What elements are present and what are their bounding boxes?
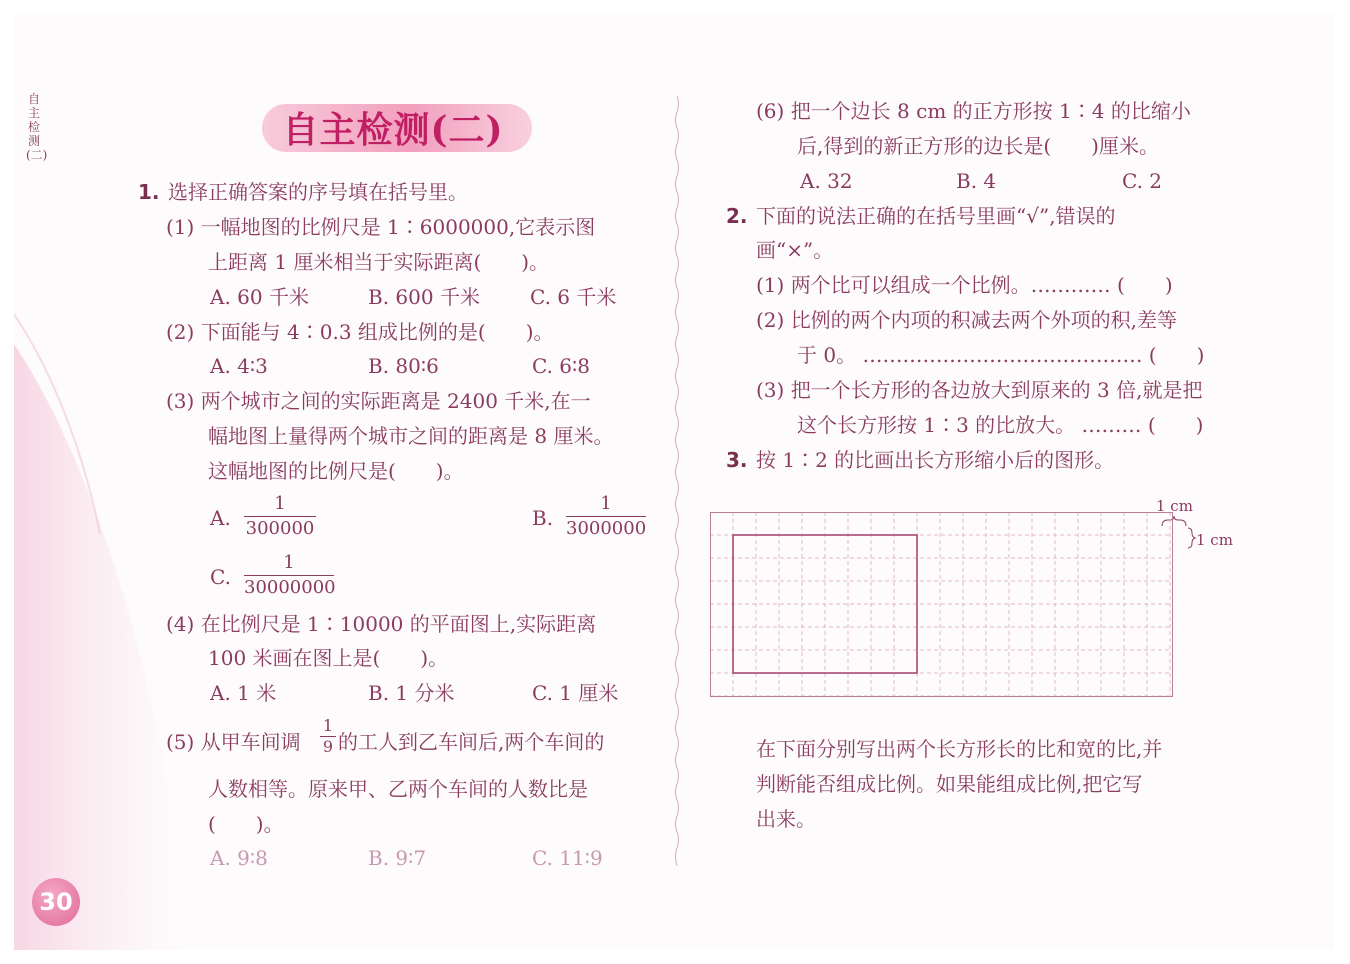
q1-p1-line1: (1) 一幅地图的比例尺是 1∶6000000,它表示图 [166,215,596,239]
q1-p5-option-b: B. 9∶7 [368,846,427,870]
q1-p1-line2: 上距离 1 厘米相当于实际距离( )。 [208,250,550,274]
fraction-numerator: 1 [274,493,286,514]
q1-p1-option-b: B. 600 千米 [368,285,480,309]
q1-p5-line1-prefix: (5) 从甲车间调 [166,730,301,754]
q1-p5-option-a: A. 9∶8 [210,846,268,870]
q1-number: 1. [138,180,160,204]
q2-p2-line2: 于 0。 …………………………………… ( ) [797,343,1205,367]
q2-number: 2. [726,204,748,228]
q1-p1-option-a: A. 60 千米 [210,285,309,309]
q1-p3-option-a-fraction [244,494,316,539]
q3-number: 3. [726,448,748,472]
q1-p2-option-b: B. 80∶6 [368,354,439,378]
q1-p4-line2: 100 米画在图上是( )。 [208,646,449,670]
drawing-grid[interactable] [710,512,1174,698]
fraction-denominator: 30000000 [244,577,336,598]
q1-p6-line1: (6) 把一个边长 8 cm 的正方形按 1∶4 的比缩小 [756,99,1191,123]
fraction-bar [566,516,646,517]
page-divider [674,96,680,866]
q1-p3-option-b-label: B. [532,506,554,530]
q3-paragraph-line1: 在下面分别写出两个长方形长的比和宽的比,并 [756,737,1163,761]
q1-p5-line3: ( )。 [208,812,284,836]
q1-p3-option-b-fraction [566,494,646,539]
grid-unit-top-label: 1 cm [1156,497,1193,515]
q1-p2-option-a: A. 4∶3 [210,354,268,378]
q1-p3-line1: (3) 两个城市之间的实际距离是 2400 千米,在一 [166,389,591,413]
q3-paragraph-line2: 判断能否组成比例。如果能组成比例,把它写 [756,772,1143,796]
grid-lines [710,512,1173,697]
q1-p2-option-c: C. 6∶8 [532,354,590,378]
q2-p3-line2: 这个长方形按 1∶3 的比放大。 ……… ( ) [797,413,1204,437]
fraction-denominator: 3000000 [566,518,647,539]
q1-p3-option-c-label: C. [210,565,231,589]
q1-p3-option-c-fraction [244,553,334,598]
q1-p1-option-c: C. 6 千米 [530,285,617,309]
q1-p4-option-b: B. 1 分米 [368,681,455,705]
fraction-denominator: 9 [322,737,334,756]
fraction-bar [244,575,334,576]
q1-p4-line1: (4) 在比例尺是 1∶10000 的平面图上,实际距离 [166,612,597,636]
q1-stem: 选择正确答案的序号填在括号里。 [168,180,468,204]
q1-p6-option-b: B. 4 [956,169,997,193]
q1-p4-option-c: C. 1 厘米 [532,681,619,705]
q3-stem: 按 1∶2 的比画出长方形缩小后的图形。 [756,448,1115,472]
page-title [262,98,532,156]
q1-p2-line1: (2) 下面能与 4∶0.3 组成比例的是( )。 [166,320,554,344]
q1-p3-line3: 这幅地图的比例尺是( )。 [208,459,464,483]
q2-p2-line1: (2) 比例的两个内项的积减去两个外项的积,差等 [756,308,1178,332]
q1-p4-option-a: A. 1 米 [210,681,277,705]
fraction-numerator: 1 [283,552,295,573]
q3-paragraph-line3: 出来。 [756,807,816,831]
q1-p3-line2: 幅地图上量得两个城市之间的距离是 8 厘米。 [208,424,614,448]
fraction-numerator: 1 [322,716,334,735]
q1-p3-option-a-label: A. [210,506,231,530]
q2-stem-line1: 下面的说法正确的在括号里画“√”,错误的 [756,204,1116,228]
side-section-label: 自主检测(二) [26,92,48,162]
q1-p5-line2: 人数相等。原来甲、乙两个车间的人数比是 [208,777,588,801]
grid-unit-side-label: 1 cm [1196,531,1233,549]
q1-p6-option-c: C. 2 [1122,169,1163,193]
q1-p5-option-c: C. 11∶9 [532,846,603,870]
q2-p3-line1: (3) 把一个长方形的各边放大到原来的 3 倍,就是把 [756,378,1203,402]
q2-p1: (1) 两个比可以组成一个比例。………… ( ) [756,273,1173,297]
page-number-badge: 30 [32,878,80,926]
q1-p5-fraction [320,718,336,755]
fraction-denominator: 300000 [245,518,315,539]
q1-p5-line1-suffix: 的工人到乙车间后,两个车间的 [338,730,605,754]
fraction-numerator: 1 [600,493,612,514]
q2-stem-line2: 画“×”。 [756,238,834,262]
fraction-bar [244,516,316,517]
title-text: 自主检测(二) [282,109,504,151]
q1-p6-line2: 后,得到的新正方形的边长是( )厘米。 [797,134,1159,158]
q1-p6-option-a: A. 32 [800,169,853,193]
